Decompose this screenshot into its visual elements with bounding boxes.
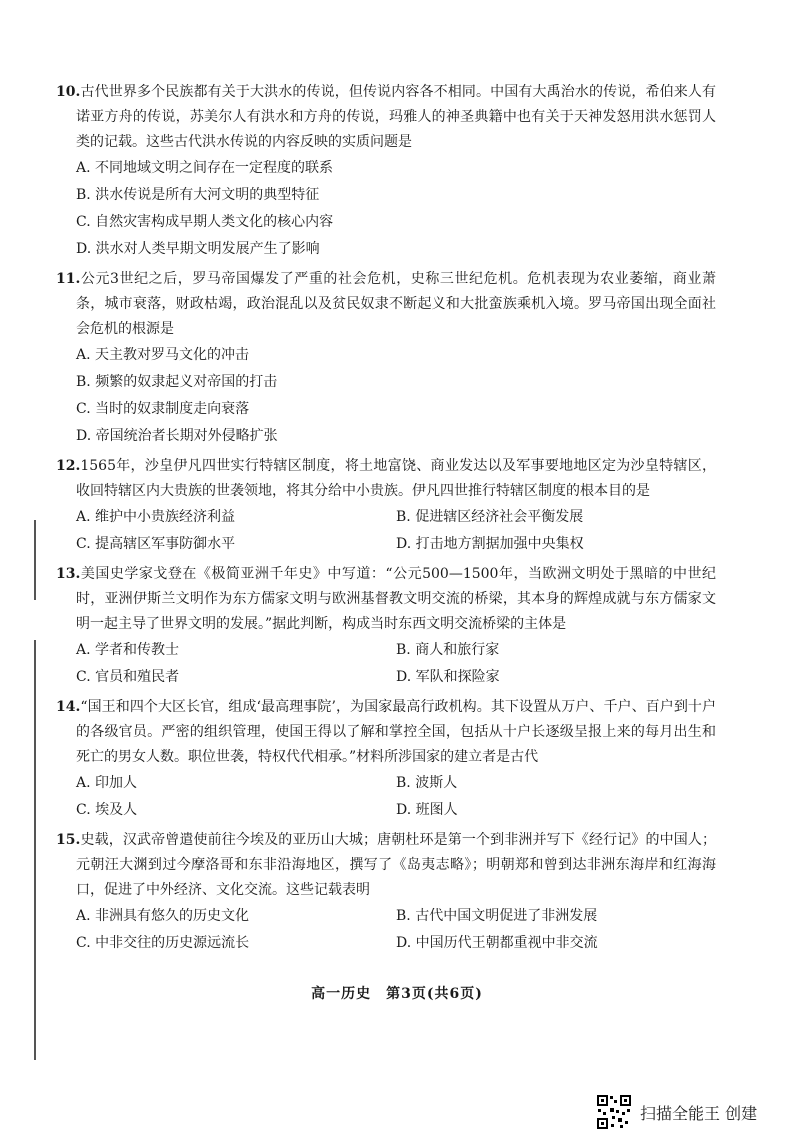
question-block [56, 267, 716, 450]
answer-option: C. 中非交往的历史源远流长 [76, 935, 250, 951]
answer-option: A. 学者和传教士 [76, 642, 180, 658]
answer-option: A. 维护中小贵族经济利益 [76, 509, 236, 525]
question-block [56, 695, 716, 824]
page-footer: 高一历史 第3页(共6页) [311, 986, 483, 1002]
question-block [56, 562, 716, 691]
option-list [56, 903, 716, 957]
question-list [56, 80, 716, 961]
question-text: 史载，汉武帝曾遣使前往今埃及的亚历山大城；唐朝杜环是第一个到非洲并写下《经行记》的中国人；元朝汪大渊到过今摩洛哥和东非沿海地区，撰写了《岛夷志略》；明朝郑和曾到达非洲东海岸和红海海口，促进了中外经济、文化交流。这些记载表明 [76, 832, 716, 898]
option-list [56, 504, 716, 558]
binding-line [34, 520, 36, 600]
qr-code-icon [596, 1094, 632, 1130]
answer-option: D. 洪水对人类早期文明发展产生了影响 [76, 241, 320, 257]
question-number: 15. [56, 832, 81, 848]
answer-option: A. 不同地域文明之间存在一定程度的联系 [76, 160, 334, 176]
option-list [56, 770, 716, 824]
answer-option: B. 促进辖区经济社会平衡发展 [396, 509, 584, 525]
question-block [56, 454, 716, 558]
answer-option: B. 波斯人 [396, 775, 458, 791]
watermark-text: 扫描全能王 创建 [640, 1103, 758, 1123]
question-stem [56, 828, 716, 903]
answer-option: D. 军队和探险家 [396, 669, 500, 685]
question-number: 14. [56, 699, 81, 715]
option-list [56, 637, 716, 691]
answer-option: C. 官员和殖民者 [76, 669, 180, 685]
answer-option: A. 印加人 [76, 775, 138, 791]
question-number: 13. [56, 566, 81, 582]
answer-option: B. 频繁的奴隶起义对帝国的打击 [76, 374, 278, 390]
question-text: 古代世界多个民族都有关于大洪水的传说，但传说内容各不相同。中国有大禹治水的传说，希伯来人有诺亚方舟的传说，苏美尔人有洪水和方舟的传说，玛雅人的神圣典籍中也有关于天神发怒用洪水惩罚人类的记载。这些古代洪水传说的内容反映的实质问题是 [76, 84, 716, 150]
answer-option: C. 当时的奴隶制度走向衰落 [76, 401, 250, 417]
question-text: 公元3世纪之后，罗马帝国爆发了严重的社会危机，史称三世纪危机。危机表现为农业萎缩，商业萧条，城市衰落，财政枯竭，政治混乱以及贫民奴隶不断起义和大批蛮族乘机入境。罗马帝国出现全面社会危机的根源是 [76, 271, 716, 337]
question-stem [56, 695, 716, 770]
answer-option: A. 非洲具有悠久的历史文化 [76, 908, 250, 924]
answer-option: D. 帝国统治者长期对外侵略扩张 [76, 428, 278, 444]
answer-option: B. 古代中国文明促进了非洲发展 [396, 908, 598, 924]
answer-option: B. 洪水传说是所有大河文明的典型特征 [76, 187, 320, 203]
question-text: “国王和四个大区长官，组成‘最高理事院’，为国家最高行政机构。其下设置从万户、千户、百户到十户的各级官员。严密的组织管理，使国王得以了解和掌控全国，包括从十户长逐级呈报上来的每月出生和死亡的男女人数。职位世袭，特权代代相承。”材料所涉国家的建立者是古代 [76, 699, 716, 765]
question-stem [56, 454, 716, 504]
question-number: 12. [56, 458, 81, 474]
question-number: 11. [56, 271, 81, 287]
question-stem [56, 267, 716, 342]
question-text: 美国史学家戈登在《极简亚洲千年史》中写道：“公元500—1500年，当欧洲文明处于黑暗的中世纪时，亚洲伊斯兰文明作为东方儒家文明与欧洲基督教文明交流的桥梁，其本身的辉煌成就与东方儒家文明一起主导了世界文明的发展。”据此判断，构成当时东西文明交流桥梁的主体是 [76, 566, 716, 632]
answer-option: B. 商人和旅行家 [396, 642, 500, 658]
option-list [56, 155, 716, 263]
question-stem [56, 80, 716, 155]
answer-option: C. 埃及人 [76, 802, 138, 818]
question-block [56, 828, 716, 957]
question-text: 1565年，沙皇伊凡四世实行特辖区制度，将土地富饶、商业发达以及军事要地地区定为沙皇特辖区，收回特辖区内大贵族的世袭领地，将其分给中小贵族。伊凡四世推行特辖区制度的根本目的是 [76, 458, 716, 499]
question-number: 10. [56, 84, 81, 100]
answer-option: D. 打击地方割据加强中央集权 [396, 536, 584, 552]
answer-option: C. 提高辖区军事防御水平 [76, 536, 236, 552]
question-stem [56, 562, 716, 637]
answer-option: D. 班图人 [396, 802, 458, 818]
option-list [56, 342, 716, 450]
answer-option: A. 天主教对罗马文化的冲击 [76, 347, 250, 363]
question-block [56, 80, 716, 263]
scanner-watermark [596, 1094, 757, 1130]
answer-option: C. 自然灾害构成早期人类文化的核心内容 [76, 214, 334, 230]
answer-option: D. 中国历代王朝都重视中非交流 [396, 935, 598, 951]
